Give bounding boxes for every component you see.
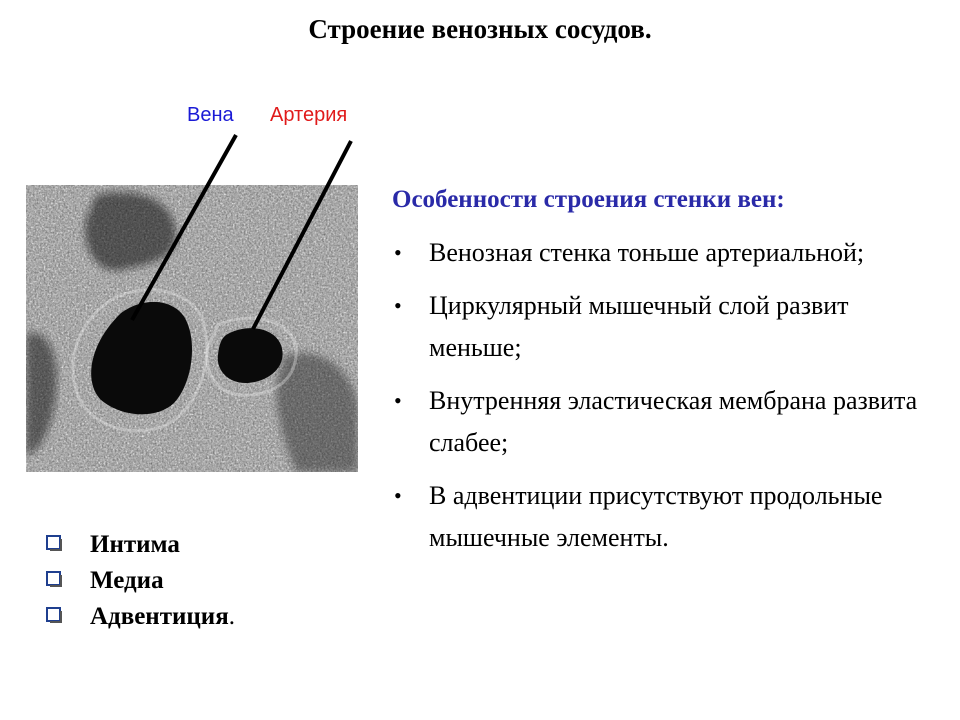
artery-label: Артерия: [270, 104, 348, 126]
features-list: [392, 232, 932, 570]
feature-text: Циркулярный мышечный слой развит меньше;: [429, 291, 849, 362]
list-item: [392, 380, 932, 464]
feature-text: Внутренняя эластическая мембрана развита слабее;: [429, 386, 918, 457]
feature-text: Венозная стенка тоньше артериальной;: [429, 238, 865, 267]
layer-label: Интима: [90, 531, 180, 558]
list-item: [392, 285, 932, 369]
bullet-icon: •: [394, 240, 402, 265]
vein-label: Вена: [187, 104, 234, 126]
feature-text: В адвентиции присутствуют продольные мышечные элементы.: [429, 481, 883, 552]
checkbox-icon: [46, 607, 63, 624]
vessel-layers-list: [46, 528, 235, 636]
list-item: [392, 475, 932, 559]
list-item: [46, 600, 235, 636]
page-title: Строение венозных сосудов.: [308, 14, 652, 44]
features-heading: Особенности строения стенки вен:: [392, 186, 785, 213]
list-item: [46, 564, 235, 600]
micrograph-image: [26, 185, 358, 472]
list-item: [392, 232, 932, 274]
checkbox-icon: [46, 535, 63, 552]
bullet-icon: •: [394, 388, 402, 413]
layer-label: Адвентиция: [90, 603, 229, 630]
layer-label: Медиа: [90, 567, 164, 594]
layer-suffix: .: [228, 603, 235, 630]
list-item: [46, 528, 235, 564]
checkbox-icon: [46, 571, 63, 588]
bullet-icon: •: [394, 483, 402, 508]
bullet-icon: •: [394, 293, 402, 318]
